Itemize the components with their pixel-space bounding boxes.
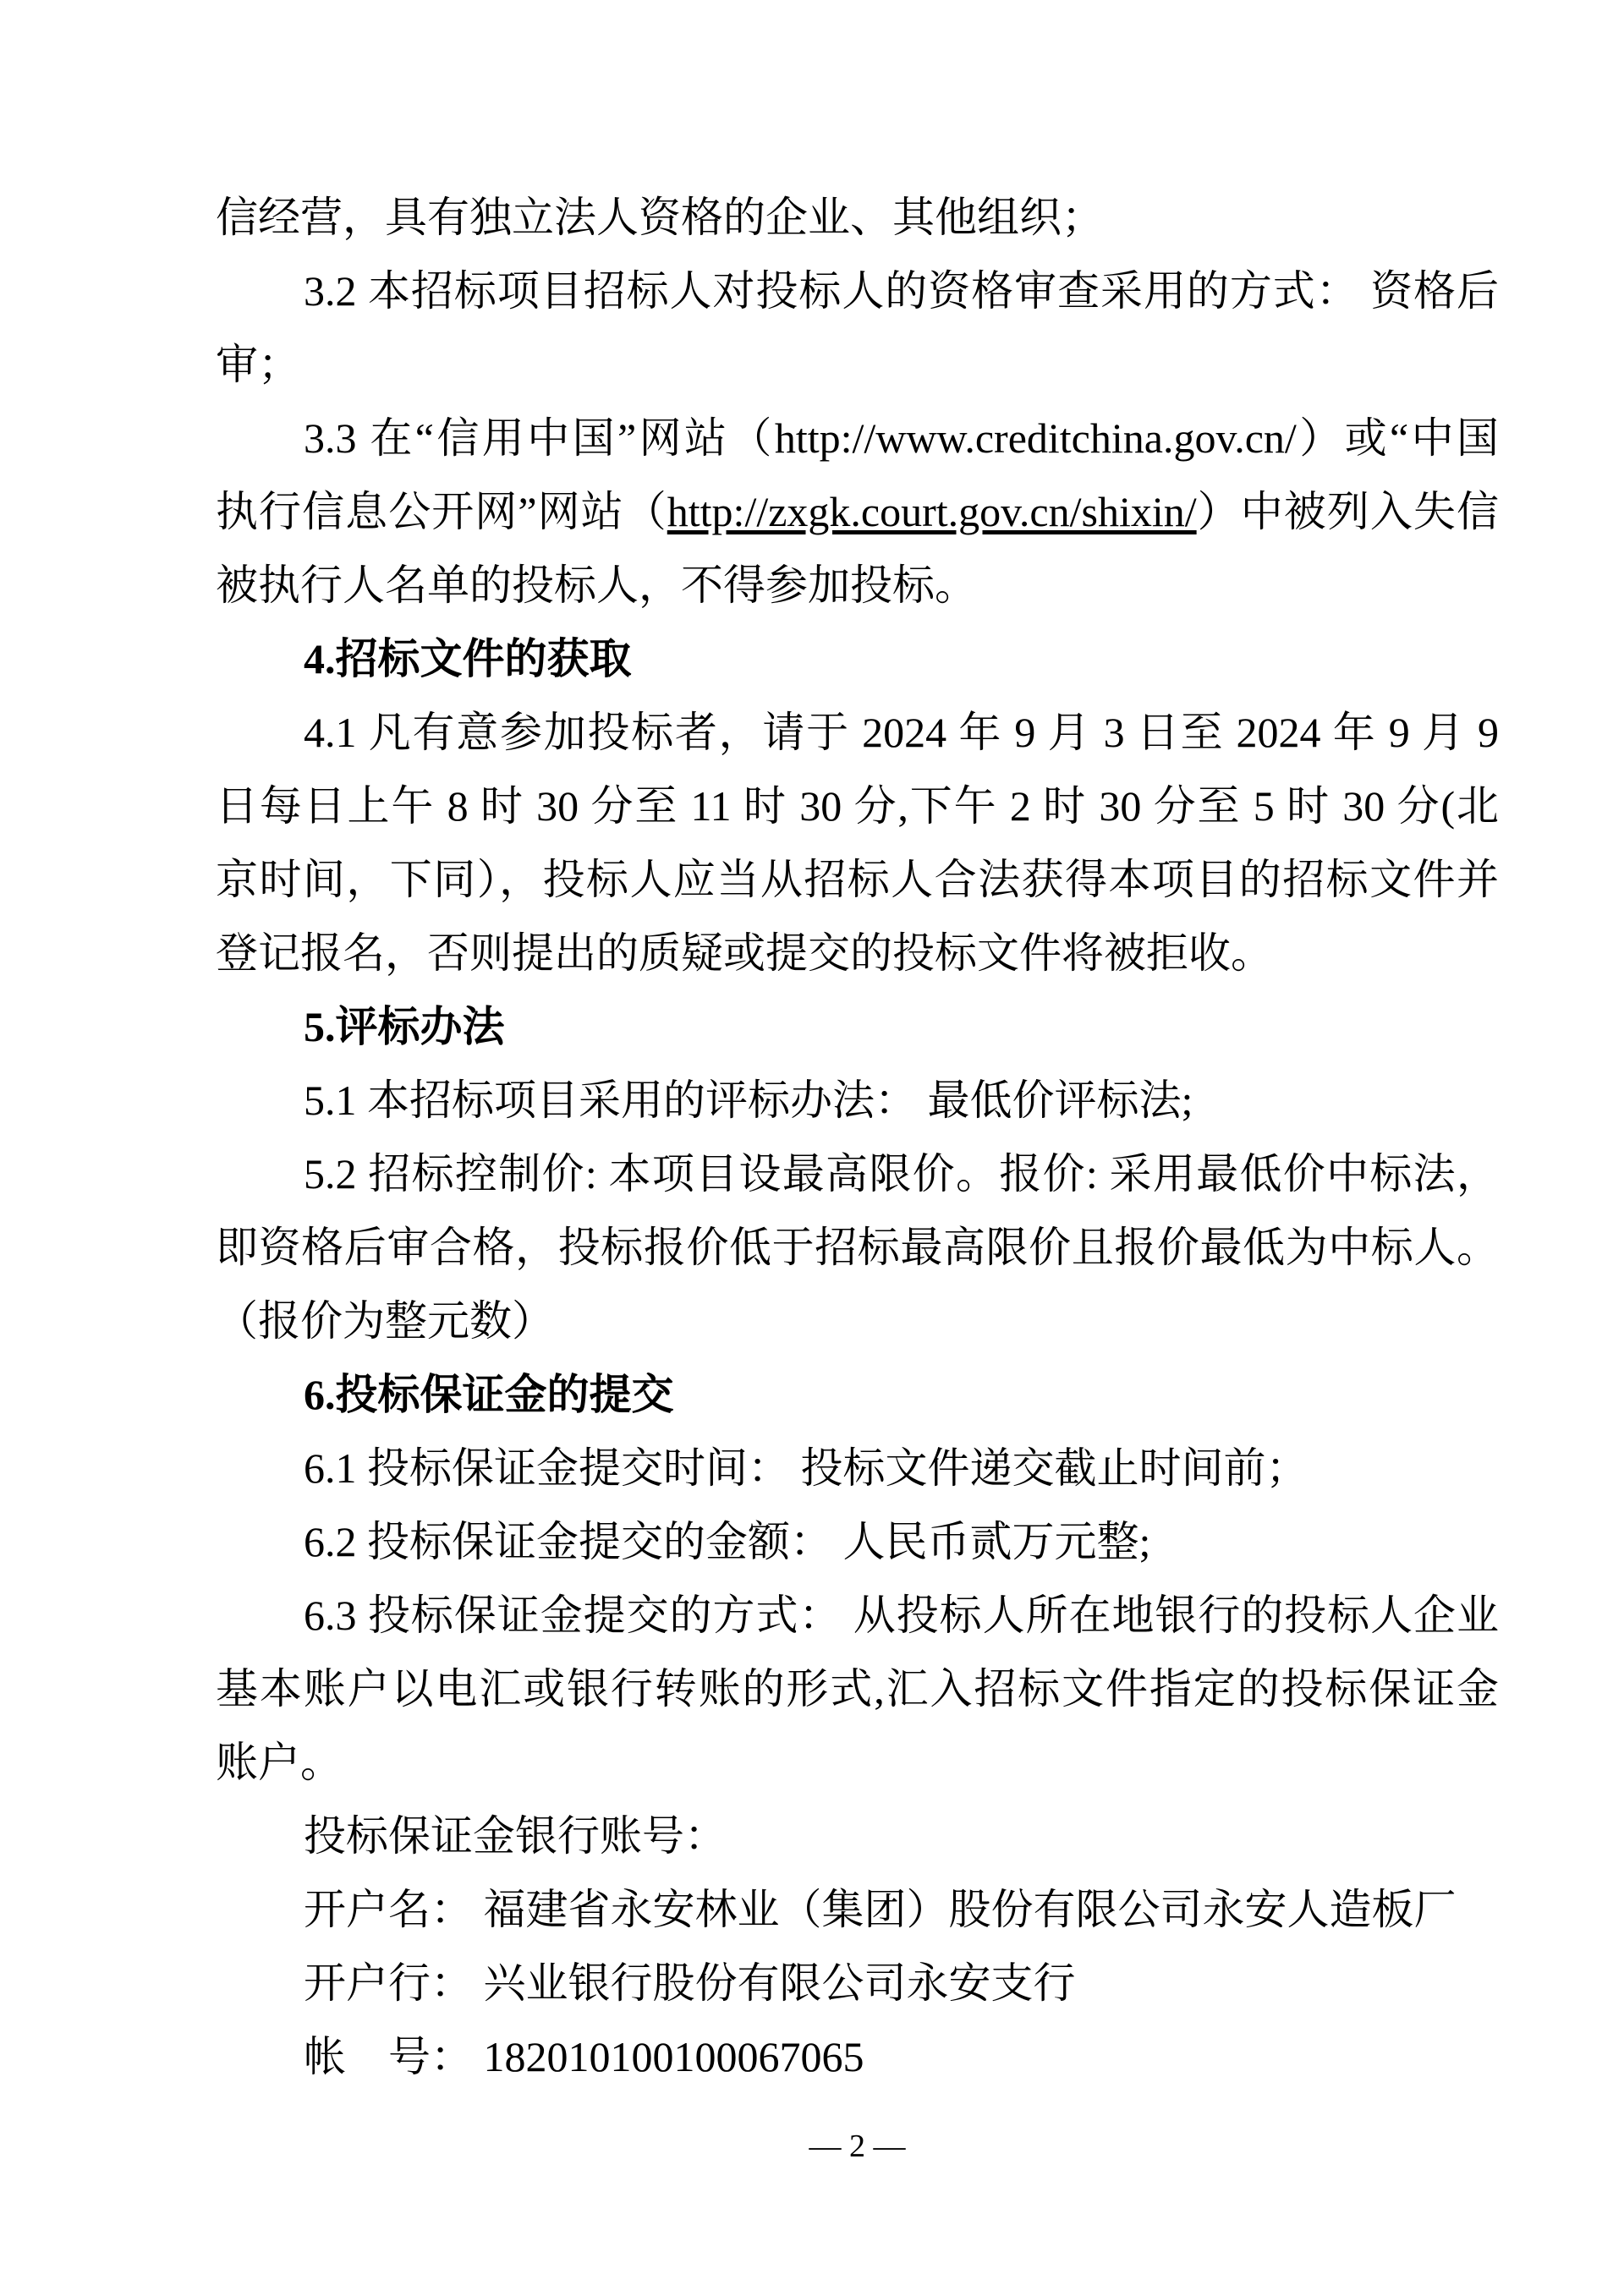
text-line bbox=[216, 1505, 1499, 1579]
url-text: http://zxgk.court.gov.cn/shixin/ bbox=[667, 488, 1197, 535]
text-run: 5.1 本招标项目采用的评标办法： 最低价评标法; bbox=[304, 1077, 1193, 1124]
text-run: 开户名： 福建省永安林业（集团）股份有限公司永安人造板厂 bbox=[304, 1886, 1457, 1933]
text-run: 登记报名，否则提出的质疑或提交的投标文件将被拒收。 bbox=[216, 929, 1273, 977]
text-run: 京时间，下同），投标人应当从招标人合法获得本项目的招标文件并 bbox=[216, 856, 1499, 903]
text-line bbox=[216, 2020, 1499, 2094]
text-line bbox=[216, 549, 1499, 622]
text-run: 即资格后审合格，投标报价低于招标最高限价且报价最低为中标人。 bbox=[216, 1224, 1499, 1271]
text-line bbox=[216, 1800, 1499, 1873]
text-line bbox=[216, 1211, 1499, 1285]
text-run: 被执行人名单的投标人，不得参加投标。 bbox=[216, 562, 977, 609]
text-line bbox=[216, 1064, 1499, 1137]
text-line bbox=[216, 696, 1499, 770]
text-run: （报价为整元数） bbox=[216, 1297, 554, 1345]
text-line bbox=[216, 917, 1499, 990]
text-line bbox=[216, 328, 1499, 402]
text-run: 账户。 bbox=[216, 1739, 343, 1786]
text-line bbox=[216, 1947, 1499, 2020]
text-run: 6.3 投标保证金提交的方式： 从投标人所在地银行的投标人企业 bbox=[304, 1592, 1499, 1639]
text-run: 4.1 凡有意参加投标者，请于 2024 年 9 月 3 日至 2024 年 9 月 9 bbox=[304, 709, 1499, 756]
text-run: 6.投标保证金的提交 bbox=[304, 1371, 674, 1418]
text-run: 3.2 本招标项目招标人对投标人的资格审查采用的方式： 资格后 bbox=[304, 267, 1499, 315]
text-line bbox=[216, 1579, 1499, 1652]
document-body bbox=[216, 181, 1499, 2094]
text-run: ）中被列入失信 bbox=[1196, 488, 1499, 535]
text-line bbox=[216, 1873, 1499, 1947]
text-line bbox=[216, 402, 1499, 475]
text-line bbox=[216, 1652, 1499, 1726]
text-run: 5.评标办法 bbox=[304, 1003, 505, 1050]
text-run: 帐 号： 182010100100067065 bbox=[304, 2033, 864, 2080]
text-run: 5.2 招标控制价: 本项目设最高限价。报价: 采用最低价中标法， bbox=[304, 1150, 1499, 1197]
text-run: 信经营，具有独立法人资格的企业、其他组织； bbox=[216, 194, 1104, 241]
text-run: 审； bbox=[216, 341, 300, 388]
text-run: 3.3 在“信用中国”网站（http://www.creditchina.gov.cn/）或“中国 bbox=[304, 414, 1499, 462]
text-run: 6.1 投标保证金提交时间： 投标文件递交截止时间前； bbox=[304, 1444, 1309, 1492]
text-line bbox=[216, 1432, 1499, 1505]
text-line bbox=[216, 770, 1499, 843]
page-number: — 2 — bbox=[809, 2129, 906, 2164]
section-heading bbox=[216, 990, 1499, 1064]
section-heading bbox=[216, 1358, 1499, 1432]
text-run: 投标保证金银行账号： bbox=[304, 1812, 727, 1860]
text-run: 6.2 投标保证金提交的金额： 人民币贰万元整; bbox=[304, 1518, 1151, 1565]
text-line bbox=[216, 843, 1499, 917]
section-heading bbox=[216, 622, 1499, 696]
text-run: 开户行： 兴业银行股份有限公司永安支行 bbox=[304, 1959, 1076, 2007]
text-run: 执行信息公开网”网站（ bbox=[216, 488, 667, 535]
text-run: 基本账户以电汇或银行转账的形式,汇入招标文件指定的投标保证金 bbox=[216, 1665, 1499, 1712]
text-line bbox=[216, 1726, 1499, 1800]
text-line bbox=[216, 255, 1499, 328]
text-run: 4.招标文件的获取 bbox=[304, 635, 632, 682]
text-run: 日每日上午 8 时 30 分至 11 时 30 分,下午 2 时 30 分至 5 时 30 分(北 bbox=[216, 782, 1499, 830]
text-line bbox=[216, 1285, 1499, 1358]
text-line bbox=[216, 181, 1499, 255]
text-line bbox=[216, 475, 1499, 549]
text-line bbox=[216, 1137, 1499, 1211]
